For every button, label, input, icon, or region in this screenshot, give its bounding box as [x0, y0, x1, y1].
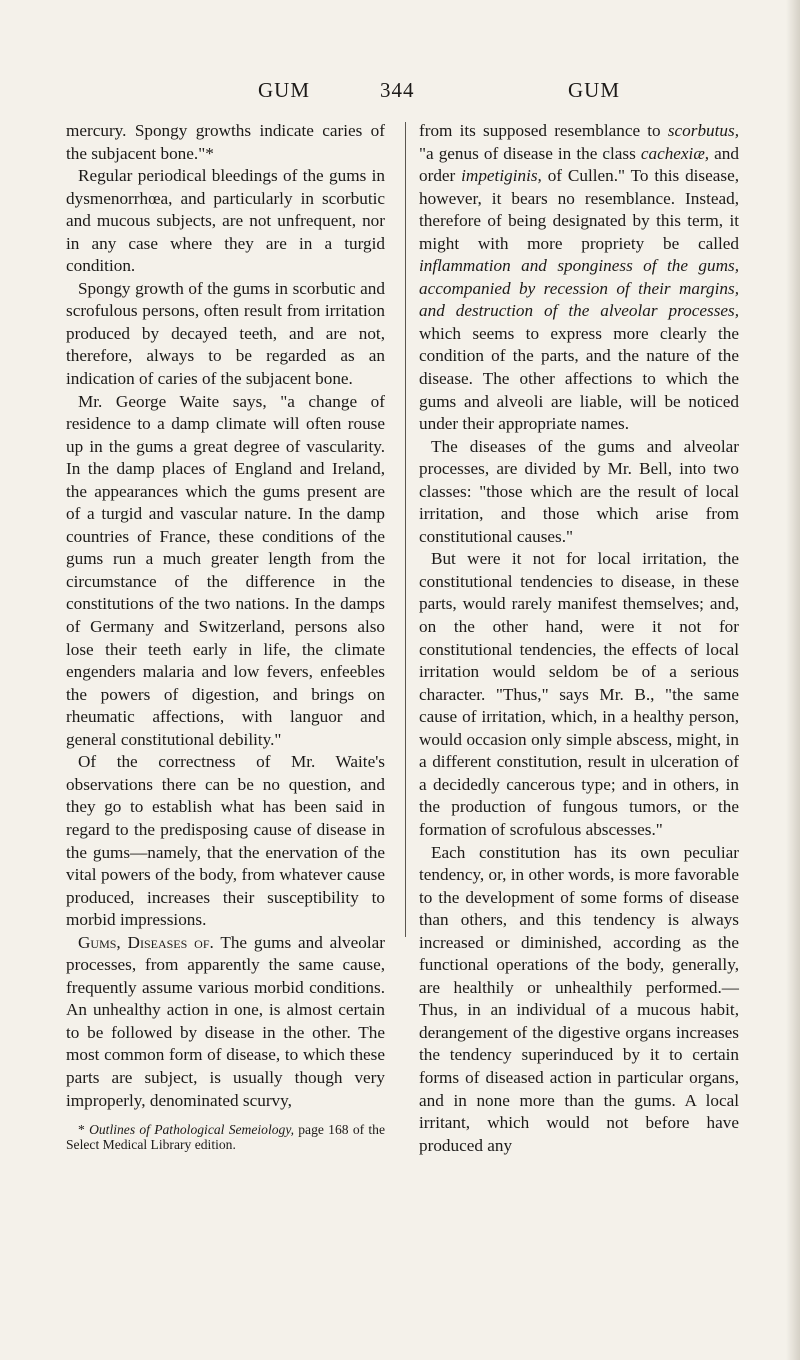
header-right-word: GUM [568, 78, 621, 102]
text-run: "a genus of disease in the class [419, 143, 641, 163]
header-left-word: GUM [258, 78, 311, 102]
page-edge-shadow [786, 0, 800, 1360]
footnote [66, 1122, 385, 1152]
italic-term: impetiginis, [461, 166, 542, 186]
italic-term: scorbutus, [667, 121, 739, 140]
text-run: from its supposed resemblance to [419, 121, 668, 140]
paragraph: mercury. Spongy growths indicate caries of the subjacent bone."* [66, 121, 385, 163]
entry-heading: Gums, Diseases of. [78, 932, 214, 952]
entry-text: The gums and alveolar processes, from apparently the same cause, frequently assume various morbid conditions. An unhealthy action in one, is almost certain to be followed by disease in the other. The most common form of disease, to which these parts are subject, is usually though very improperly, denominated scurvy, [66, 932, 385, 1110]
text-run: of Cullen." To this disease, however, it bears no resemblance. Instead, therefore of being designated by this term, it might with more propriety be called [419, 166, 739, 253]
paragraph: Of the correctness of Mr. Waite's observations there can be no question, and they go to establish what has been said in regard to the predisposing cause of disease in the gums—namely, that the enervation of the vital powers of the body, from whatever cause produced, increases their susceptibility to morbid impressions. [66, 752, 385, 930]
left-column [66, 120, 385, 1152]
footnote-text: page 168 of the Select Medical Library edition. [66, 1122, 385, 1153]
paragraph: Spongy growth of the gums in scorbutic and scrofulous persons, often result from irritation produced by decayed teeth, and are not, therefore, always to be regarded as an indication of caries of the subjacent bone. [66, 278, 385, 389]
footnote-title: Outlines of Pathological Semeiology, [89, 1122, 294, 1138]
footnote-mark: * [78, 1122, 90, 1138]
page-number: 344 [380, 78, 415, 102]
column-divider [405, 122, 406, 937]
text-run: and order [419, 143, 739, 186]
running-header [0, 78, 800, 108]
italic-term: inflammation and sponginess of the gums, accompanied by recession of their margins, and destruction of the alveolar processes, [419, 256, 739, 321]
paragraph: Regular periodical bleedings of the gums in dysmenorrhœa, and particularly in scorbutic and mucous subjects, are not unfrequent, nor in any case where they are in a turgid condition. [66, 166, 385, 276]
italic-term: cachexiæ, [640, 143, 710, 163]
right-column [419, 120, 739, 1157]
paragraph [419, 120, 739, 436]
paragraph: The diseases of the gums and alveolar processes, are divided by Mr. Bell, into two classes: "those which are the result of local irritation, and those which arise from constitutional causes." [419, 436, 739, 546]
paragraph: Each constitution has its own peculiar tendency, or, in other words, is more favorable to the development of some forms of disease than others, and this tendency is always increased or diminished, according as the functional operations of the body, generally, are healthily or unhealthily performed.— Thus, in an individual of a mucous habit, derangement of the digestive organs increases the tendency superinduced by it to certain forms of diseased action in particular organs, and in none more than the gums. A local irritant, which would not before have produced any [419, 842, 739, 1155]
text-run: which seems to express more clearly the condition of the parts, and the nature of the disease. The other affections to which the gums and alveoli are liable, will be noticed under their appropriate names. [419, 323, 739, 434]
entry-paragraph [66, 932, 385, 1112]
paragraph: Mr. George Waite says, "a change of residence to a damp climate will often rouse up in the gums a great degree of vascularity. In the damp places of England and Ireland, the appearances which the gums present are of a turgid and vascular nature. In the damp countries of France, these conditions of the gums run a much greater length from the circumstance of the difference in the constitutions of the two nations. In the damps of Germany and Switzerland, persons also lose their teeth early in life, the climate engenders malaria and low fevers, enfeebles the powers of digestion, and brings on rheumatic affections, with languor and general constitutional debility." [66, 391, 385, 749]
paragraph: But were it not for local irritation, the constitutional tendencies to disease, in these parts, would rarely manifest themselves; and, on the other hand, were it not for constitutional tendencies, the effects of local irritation would seldom be of a serious character. "Thus," says Mr. B., "the same cause of irritation, which, in a healthy person, would occasion only simple abscess, might, in a different constitution, result in ulceration of a decidedly cancerous type; and in others, in the production of fungous tumors, or the formation of scrofulous abscesses." [419, 549, 739, 839]
